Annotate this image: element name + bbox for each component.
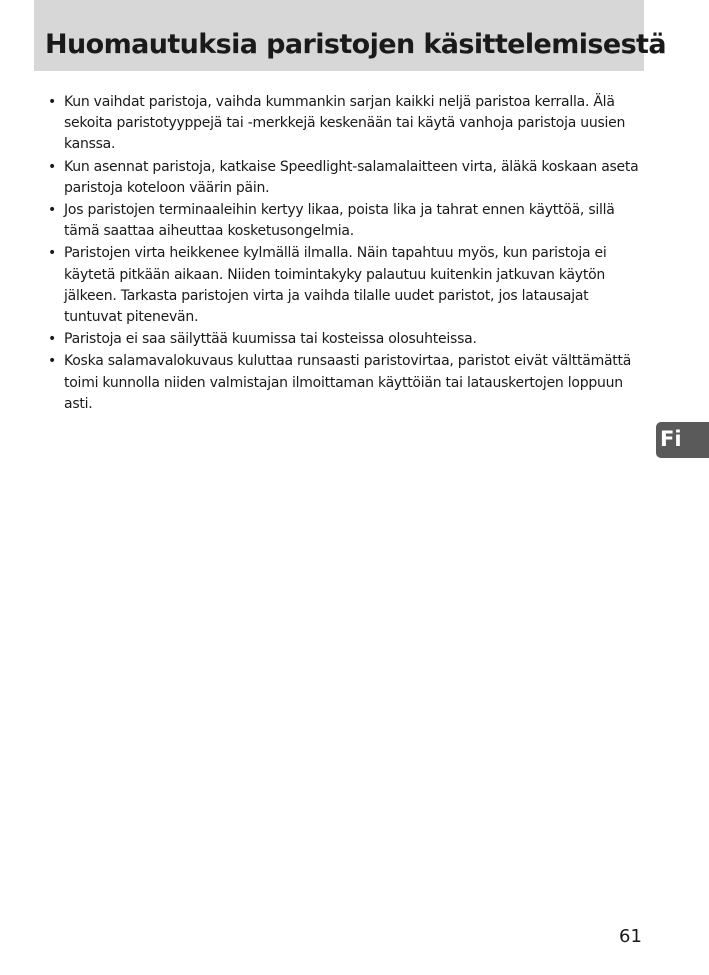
list-item-text: Jos paristojen terminaaleihin kertyy likaa, poista lika ja tahrat ennen käyttöä, sillä tämä saattaa aiheuttaa kosketusongelmia. [64,202,615,240]
bullet-icon: • [48,94,57,110]
list-item [48,92,648,156]
list-item-text: Paristoja ei saa säilyttää kuumissa tai kosteissa olosuhteissa. [64,331,477,348]
list-item-text: Kun asennat paristoja, katkaise Speedlight-salamalaitteen virta, äläkä koskaan aseta paristoja koteloon väärin päin. [64,158,639,196]
page-number: 61 [619,926,642,947]
list-item [48,329,648,350]
list-item [48,200,648,242]
bullet-icon: • [48,202,57,219]
bullet-icon: • [48,245,57,262]
page-title: Huomautuksia paristojen käsittelemisestä [45,29,666,60]
list-item-text: Koska salamavalokuvaus kuluttaa runsaasti paristovirtaa, paristot eivät välttämättä toimi kunnolla niiden valmistajan ilmoittaman käyttöiän tai latauskertojen loppuun asti. [64,353,632,412]
list-item [48,351,648,415]
language-tab-label: Fi [660,427,682,451]
list-item [48,157,648,199]
list-item [48,243,648,328]
language-tab [656,422,709,458]
bullet-list [48,92,648,416]
bullet-icon: • [48,158,57,175]
title-bar [34,0,666,71]
bullet-icon: • [48,353,57,370]
list-item-text: Kun vaihdat paristoja, vaihda kummankin sarjan kaikki neljä paristoa kerralla. Älä sekoita paristotyyppejä tai -merkkejä keskenään tai käytä vanhoja paristoja uusien kanssa. [64,94,626,153]
bullet-icon: • [48,331,57,348]
list-item-text: Paristojen virta heikkenee kylmällä ilmalla. Näin tapahtuu myös, kun paristoja ei käytetä pitkään aikaan. Niiden toimintakyky palautuu kuitenkin jatkuvan käytön jälkeen. Tarkasta paristojen virta ja vaihda tilalle uudet paristot, jos latausajat tuntuvat pitenevän. [64,245,607,326]
